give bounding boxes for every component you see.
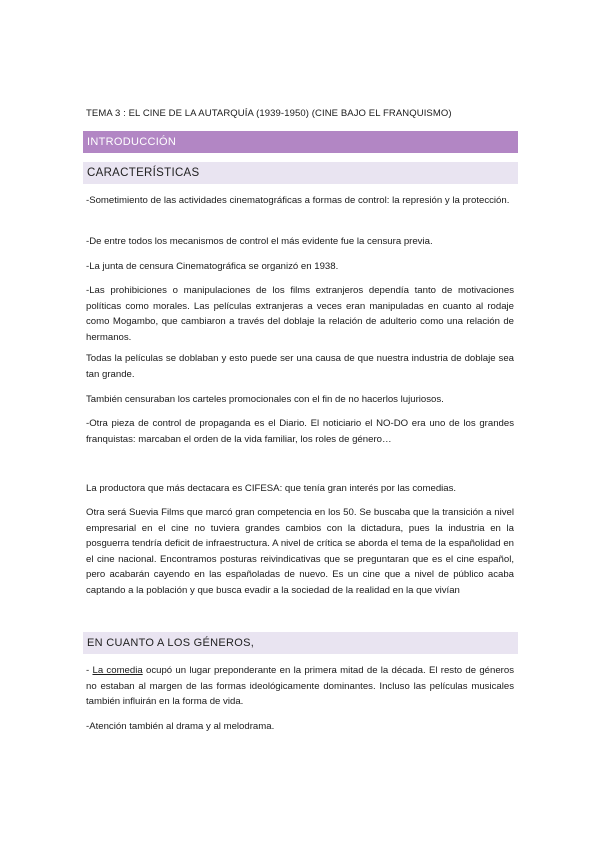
heading-introduccion-label: INTRODUCCIÓN: [87, 136, 177, 148]
paragraph-sometimiento: -Sometimiento de las actividades cinematográficas a formas de control: la represión y la protección.: [86, 195, 510, 206]
heading-generos-label: EN CUANTO A LOS GÉNEROS,: [87, 637, 255, 649]
heading-introduccion: [83, 131, 518, 153]
paragraph-suevia-films: Otra será Suevia Films que marcó gran competencia en los 50. Se buscaba que la transición a nivel empresarial en el cine no tuviera grandes cambios con la dictadura, pues la industria en la posguerra tendría deficit de infraestructura. A nivel de crítica se aborda el tema de la españolidad en el cine nacional. Encontramos posturas reivindicativas que se preguntaran que es el cine español, pero acabarán cayendo en las españoladas de nuevo. Es un cine que a nivel de público acaba captando a la población y que busca evadir a la sociedad de la realidad en la que vivían: [86, 507, 514, 596]
paragraph-censura-previa: -De entre todos los mecanismos de control el más evidente fue la censura previa.: [86, 236, 433, 247]
paragraph-junta-censura: -La junta de censura Cinematográfica se organizó en 1938.: [86, 261, 339, 272]
paragraph-comedia: [86, 663, 514, 710]
heading-caracteristicas: [83, 162, 518, 184]
paragraph-drama: -Atención también al drama y al melodrama.: [86, 721, 275, 732]
paragraph-doblaje: Todas la películas se doblaban y esto puede ser una causa de que nuestra industria de doblaje sea tan grande.: [86, 353, 514, 380]
document-title: TEMA 3 : EL CINE DE LA AUTARQUÍA (1939-1950) (CINE BAJO EL FRANQUISMO): [86, 108, 452, 119]
comedia-underlined-term: La comedia: [92, 665, 143, 676]
paragraph-cifesa: La productora que más dectacara es CIFESA: que tenía gran interés por las comedias.: [86, 483, 457, 494]
paragraph-nodo: -Otra pieza de control de propaganda es el Diario. El noticiario el NO-DO era uno de los grandes franquistas: marcaban el orden de la vida familiar, los roles de género…: [86, 418, 514, 445]
heading-caracteristicas-label: CARACTERÍSTICAS: [87, 167, 200, 179]
comedia-prefix: -: [86, 665, 93, 676]
paragraph-carteles: También censuraban los carteles promocionales con el fin de no hacerlos lujuriosos.: [86, 394, 444, 405]
heading-generos: [83, 632, 518, 654]
paragraph-prohibiciones: -Las prohibiciones o manipulaciones de los films extranjeros dependía tanto de motivaciones políticas como morales. Las películas extranjeras a veces eran manipuladas en cuanto al rodaje como Mogambo, que cambiaron a través del doblaje la relación de adulterio como una relación de hermanos.: [86, 285, 514, 343]
comedia-text: ocupó un lugar preponderante en la primera mitad de la década. El resto de géneros no estaban al margen de las formas ideológicamente dominantes. Incluso las películas musicales también influirán en la forma de vida.: [86, 665, 514, 707]
